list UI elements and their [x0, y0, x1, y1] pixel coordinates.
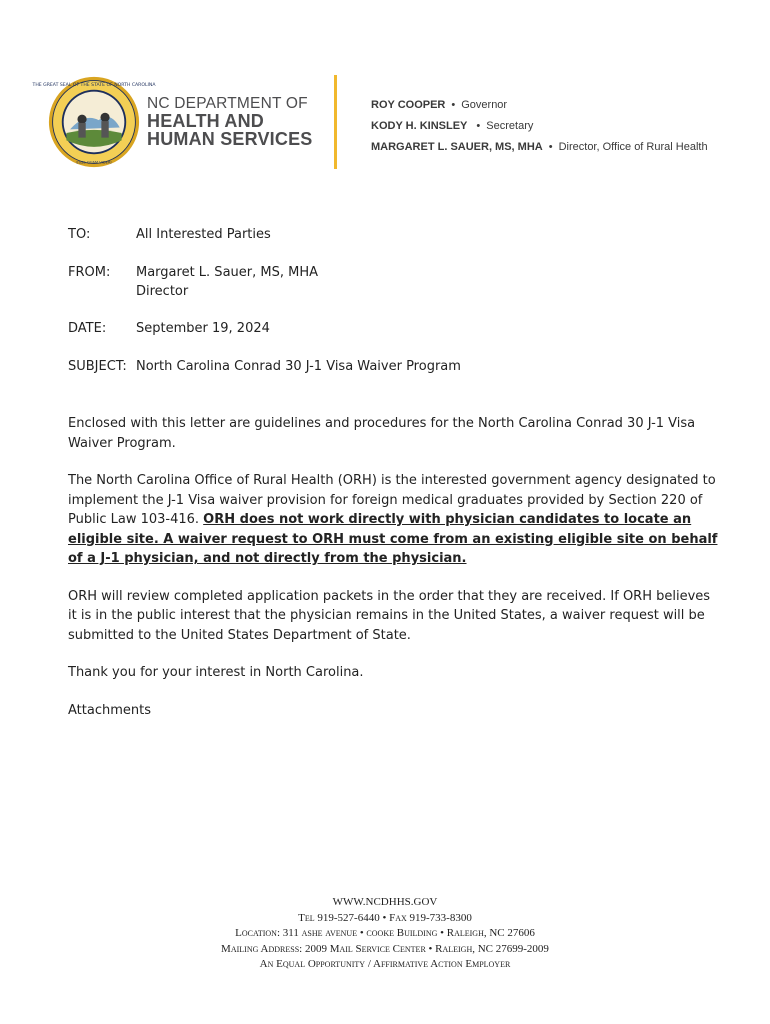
footer-phone: Tel 919-527-6440 • Fax 919-733-8300 — [298, 911, 472, 924]
seal-text-bottom: ESSE QUAM VIDERI — [76, 160, 112, 165]
official-title: Governor — [461, 99, 508, 111]
subject-label: SUBJECT: — [68, 359, 127, 374]
department-name — [147, 96, 313, 148]
paragraph-orh — [68, 471, 718, 569]
paragraph-attachments: Attachments — [68, 702, 151, 718]
paragraph-review: ORH will review completed application packets in the order that they are received. If ORH believes it is in the public interest that the physician remains in the United States, a waiver request will be submitted to the United States Department of State. — [68, 588, 711, 643]
date-value: September 19, 2024 — [136, 321, 270, 336]
footer-website: WWW.NCDHHS.GOV — [332, 896, 438, 908]
from-value: Margaret L. Sauer, MS, MHA — [136, 265, 318, 280]
nc-state-seal-logo — [32, 76, 156, 168]
paragraph-orh-text: The North Carolina Office of Rural Health (ORH) is the interested government agency designated to implement the J-1 Visa waiver provision for foreign medical graduates provided by Section 220 of Public Law 103-416. — [68, 473, 716, 527]
subject-value: North Carolina Conrad 30 J-1 Visa Waiver Program — [136, 359, 461, 374]
official-title: Director, Office of Rural Health — [558, 141, 708, 153]
letter-footer — [0, 895, 770, 973]
seal-text-top: THE GREAT SEAL OF THE STATE OF NORTH CAROLINA — [32, 83, 156, 89]
paragraph-intro: Enclosed with this letter are guidelines and procedures for the North Carolina Conrad 30 J-1 Visa Waiver Program. — [68, 416, 696, 451]
dept-line-3: HUMAN SERVICES — [147, 129, 313, 149]
from-title: Director — [136, 284, 189, 299]
official-governor: ROY COOPER • Governor — [371, 99, 508, 111]
date-label: DATE: — [68, 321, 107, 336]
official-name: MARGARET L. SAUER, MS, MHA — [371, 141, 543, 153]
footer-mailing: Mailing Address: 2009 Mail Service Center • Raleigh, NC 27699-2009 — [221, 942, 549, 955]
header-divider — [334, 75, 337, 169]
paragraph-thanks: Thank you for your interest in North Carolina. — [68, 665, 364, 680]
dept-line-2: HEALTH AND — [147, 111, 264, 131]
footer-location: Location: 311 ashe avenue • cooke Building • Raleigh, NC 27606 — [235, 927, 535, 939]
dept-line-1: NC DEPARTMENT OF — [147, 95, 308, 112]
from-label: FROM: — [68, 265, 111, 280]
to-value: All Interested Parties — [136, 227, 271, 242]
official-title: Secretary — [486, 120, 534, 132]
paragraph-orh-emphasis: ORH does not work directly with physician candidates to locate an eligible site. A waiver request to ORH must come from an existing eligible site on behalf of a J-1 physician, and not directly from the physician. — [68, 512, 718, 566]
official-name: ROY COOPER — [371, 99, 446, 111]
official-director: MARGARET L. SAUER, MS, MHA • Director, Office of Rural Health — [371, 141, 708, 153]
footer-eoe: An Equal Opportunity / Affirmative Action Employer — [259, 958, 511, 970]
officials-list — [371, 99, 708, 162]
letter-body — [68, 414, 718, 738]
official-secretary: KODY H. KINSLEY • Secretary — [371, 120, 534, 132]
official-name: KODY H. KINSLEY — [371, 120, 468, 132]
to-label: TO: — [68, 227, 91, 242]
